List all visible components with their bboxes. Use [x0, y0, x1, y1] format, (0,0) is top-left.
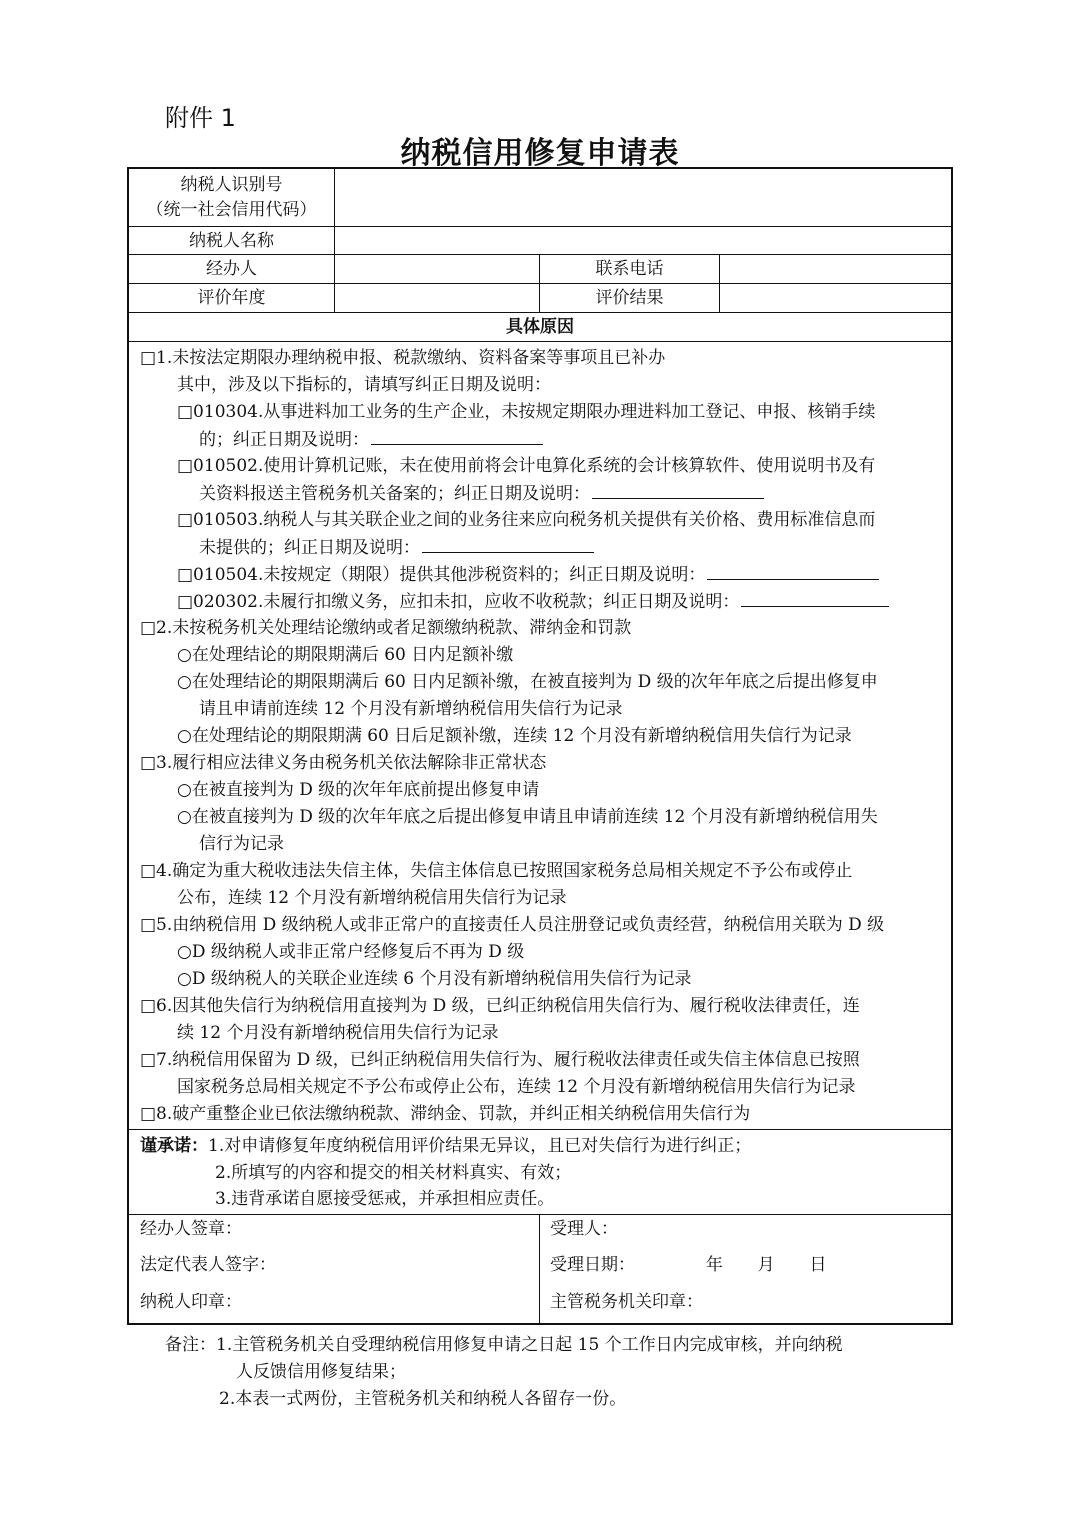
remark-1-cont: 人反馈信用修复结果；: [236, 1362, 406, 1382]
indicator-020302[interactable]: □020302.未履行扣缴义务，应扣未扣，应收不收税款；纠正日期及说明：: [177, 588, 889, 615]
reason-2-option-a[interactable]: ○在处理结论的期限期满后 60 日内足额补缴: [177, 645, 514, 665]
promise-line-1: [140, 1133, 751, 1159]
taxpayer-id-label: [129, 169, 334, 226]
indicator-010502-cont: 关资料报送主管税务机关备案的；纠正日期及说明：: [199, 480, 764, 507]
eval-year-field[interactable]: [335, 284, 539, 312]
authority-seal[interactable]: 主管税务机关印章：: [550, 1292, 703, 1312]
form-title: 纳税信用修复申请表: [400, 136, 680, 171]
reason-5[interactable]: □5.由纳税信用 D 级纳税人或非正常户的直接责任人员注册登记或负责经营，纳税信用关联为 D 级: [140, 915, 885, 935]
year-label: 年: [705, 1255, 723, 1275]
taxpayer-seal[interactable]: 纳税人印章：: [140, 1292, 242, 1312]
eval-year-label: 评价年度: [197, 288, 266, 308]
reason-6[interactable]: □6.因其他失信行为纳税信用直接判为 D 级，已纠正纳税信用失信行为、履行税收法律责任，连: [140, 996, 860, 1016]
reason-6-cont: 续 12 个月没有新增纳税信用失信行为记录: [177, 1023, 499, 1043]
promise-label: 谨承诺：: [140, 1136, 208, 1156]
legal-rep-signature[interactable]: 法定代表人签字：: [140, 1255, 276, 1275]
correction-input-010504[interactable]: [707, 561, 879, 580]
indicator-010304[interactable]: □010304.从事进料加工业务的生产企业，未按规定期限办理进料加工登记、申报、核销手续: [177, 402, 876, 422]
correction-input-020302[interactable]: [741, 588, 889, 607]
reason-3-option-b-cont: 信行为记录: [199, 834, 284, 854]
reason-5-option-b[interactable]: ○D 级纳税人的关联企业连续 6 个月没有新增纳税信用失信行为记录: [177, 969, 692, 989]
taxpayer-id-label-line2: （统一社会信用代码）: [146, 199, 317, 220]
eval-result-field[interactable]: [720, 284, 951, 312]
promise-3: 3.违背承诺自愿接受惩戒，并承担相应责任。: [215, 1189, 555, 1209]
taxpayer-name-field[interactable]: [335, 227, 951, 254]
indicator-010503-cont: 未提供的；纠正日期及说明：: [199, 534, 594, 561]
taxpayer-id-field[interactable]: [335, 169, 951, 226]
correction-input-010503[interactable]: [422, 534, 594, 553]
promise-1: 1.对申请修复年度纳税信用评价结果无异议，且已对失信行为进行纠正；: [208, 1136, 752, 1156]
reason-1[interactable]: □1.未按法定期限办理纳税申报、税款缴纳、资料备案等事项且已补办: [140, 348, 666, 368]
indicator-010504[interactable]: □010504.未按规定（期限）提供其他涉税资料的；纠正日期及说明：: [177, 561, 879, 588]
indicator-010502[interactable]: □010502.使用计算机记账，未在使用前将会计电算化系统的会计核算软件、使用说明书及有: [177, 456, 876, 476]
month-label: 月: [757, 1255, 775, 1275]
reason-4[interactable]: □4.确定为重大税收违法失信主体，失信主体信息已按照国家税务总局相关规定不予公布或停止: [140, 861, 853, 881]
reason-header: 具体原因: [506, 317, 574, 337]
eval-result-label: 评价结果: [595, 288, 664, 308]
reason-2-option-c[interactable]: ○在处理结论的期限期满 60 日后足额补缴，连续 12 个月没有新增纳税信用失信行为记录: [177, 726, 852, 746]
reason-3-option-b[interactable]: ○在被直接判为 D 级的次年年底之后提出修复申请且申请前连续 12 个月没有新增纳税信用失: [177, 807, 878, 827]
handler-label: 经办人: [206, 259, 257, 279]
reason-8[interactable]: □8.破产重整企业已依法缴纳税款、滞纳金、罚款，并纠正相关纳税信用失信行为: [140, 1104, 751, 1124]
reason-7[interactable]: □7.纳税信用保留为 D 级，已纠正纳税信用失信行为、履行税收法律责任或失信主体信息已按照: [140, 1050, 860, 1070]
correction-input-010304[interactable]: [371, 426, 543, 445]
reason-2-option-b[interactable]: ○在处理结论的期限期满后 60 日内足额补缴，在被直接判为 D 级的次年年底之后提出修复申: [177, 672, 878, 692]
phone-label: 联系电话: [595, 259, 664, 279]
remark-2: 2.本表一式两份，主管税务机关和纳税人各留存一份。: [219, 1389, 627, 1409]
reason-3[interactable]: □3.履行相应法律义务由税务机关依法解除非正常状态: [140, 753, 547, 773]
attachment-label: 附件 1: [165, 104, 236, 132]
accept-date[interactable]: [550, 1252, 826, 1278]
promise-2: 2.所填写的内容和提交的相关材料真实、有效；: [215, 1163, 572, 1183]
reason-4-cont: 公布，连续 12 个月没有新增纳税信用失信行为记录: [177, 888, 567, 908]
day-label: 日: [809, 1255, 827, 1275]
correction-input-010502[interactable]: [592, 480, 764, 499]
taxpayer-name-label: 纳税人名称: [189, 230, 274, 251]
application-form: [127, 167, 953, 1325]
taxpayer-id-label-line1: 纳税人识别号: [180, 174, 283, 195]
reason-1-intro: 其中，涉及以下指标的，请填写纠正日期及说明：: [177, 375, 551, 395]
accept-date-label: 受理日期：: [550, 1255, 635, 1275]
reason-7-cont: 国家税务总局相关规定不予公布或停止公布，连续 12 个月没有新增纳税信用失信行为记录: [177, 1077, 856, 1097]
handler-signature[interactable]: 经办人签章：: [140, 1219, 242, 1239]
indicator-010503[interactable]: □010503.纳税人与其关联企业之间的业务往来应向税务机关提供有关价格、费用标准信息而: [177, 510, 876, 530]
reason-5-option-a[interactable]: ○D 级纳税人或非正常户经修复后不再为 D 级: [177, 942, 525, 962]
reason-2[interactable]: □2.未按税务机关处理结论缴纳或者足额缴纳税款、滞纳金和罚款: [140, 618, 632, 638]
receiver[interactable]: 受理人：: [550, 1219, 618, 1239]
reason-2-option-b-cont: 请且申请前连续 12 个月没有新增纳税信用失信行为记录: [199, 699, 623, 719]
remark-line-1: [165, 1332, 843, 1358]
indicator-010304-cont: 的；纠正日期及说明：: [199, 426, 543, 453]
remark-1: 1.主管税务机关自受理纳税信用修复申请之日起 15 个工作日内完成审核，并向纳税: [216, 1335, 843, 1355]
reason-3-option-a[interactable]: ○在被直接判为 D 级的次年年底前提出修复申请: [177, 780, 540, 800]
remark-label: 备注：: [165, 1335, 216, 1355]
phone-field[interactable]: [720, 255, 951, 283]
handler-field[interactable]: [335, 255, 539, 283]
